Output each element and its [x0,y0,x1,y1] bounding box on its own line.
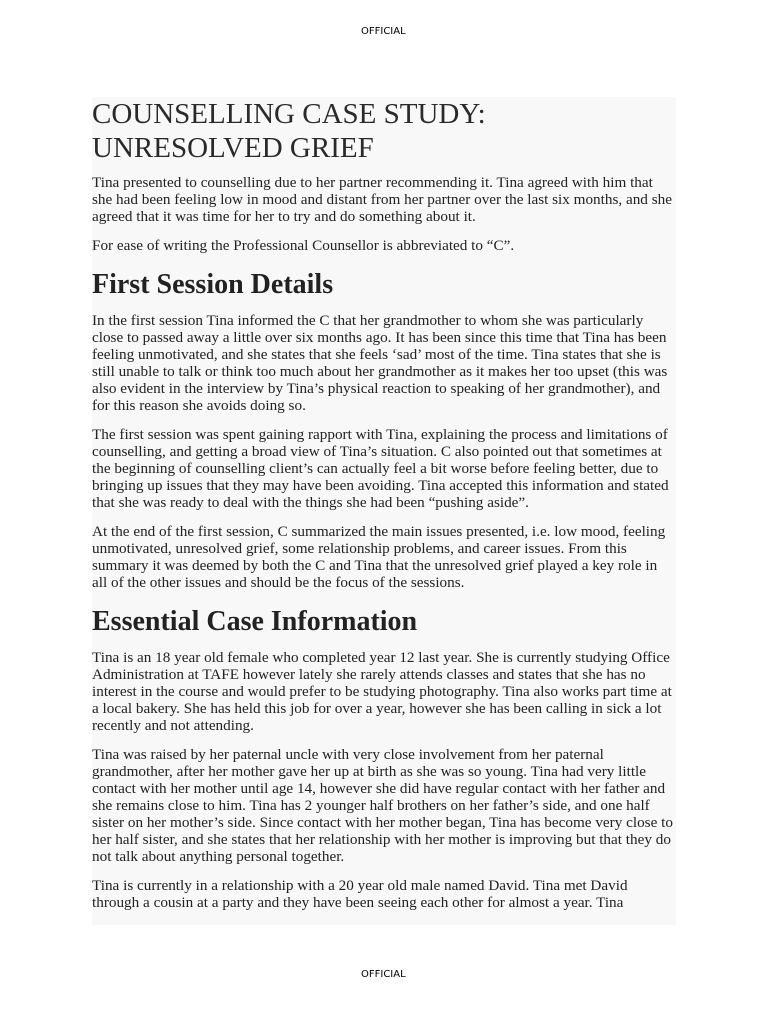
footer-classification-label: OFFICIAL [361,969,406,980]
intro-paragraph: Tina presented to counselling due to her partner recommending it. Tina agreed with him that she had been feeling low in mood and distant from her partner over the last six months, and she agreed that it was time for her to try and do something about it. [92,174,672,225]
section-heading-case-information: Essential Case Information [92,606,418,637]
intro-paragraph: For ease of writing the Professional Counsellor is abbreviated to “C”. [92,237,515,254]
body-paragraph: At the end of the first session, C summarized the main issues presented, i.e. low mood, feeling unmotivated, unresolved grief, some relationship problems, and career issues. From this summary it was deemed by both the C and Tina that the unresolved grief played a key role in all of the other issues and should be the focus of the sessions. [92,523,666,591]
document-page-content [92,97,676,925]
section-heading-first-session: First Session Details [92,269,334,300]
header-classification-label: OFFICIAL [361,26,406,37]
body-paragraph: In the first session Tina informed the C that her grandmother to whom she was particularly close to passed away a little over six months ago. It has been since this time that Tina has been feeling unmotivated, and she states that she feels ‘sad’ most of the time. Tina states that she is still unable to talk or think too much about her grandmother as it makes her too upset (this was also evident in the interview by Tina’s physical reaction to speaking of her grandmother), and for this reason she avoids doing so. [92,312,668,414]
body-paragraph: Tina is currently in a relationship with a 20 year old male named David. Tina met David through a cousin at a party and they have been seeing each other for almost a year. Tina [92,877,628,911]
body-paragraph: The first session was spent gaining rapport with Tina, explaining the process and limitations of counselling, and getting a broad view of Tina’s situation. C also pointed out that sometimes at the beginning of counselling client’s can actually feel a bit worse before feeling better, due to bringing up issues that they may have been avoiding. Tina accepted this information and stated that she was ready to deal with the things she had been “pushing aside”. [92,426,669,511]
body-paragraph: Tina is an 18 year old female who completed year 12 last year. She is currently studying Office Administration at TAFE however lately she rarely attends classes and states that she has no interest in the course and would prefer to be studying photography. Tina also works part time at a local bakery. She has held this job for over a year, however she has been calling in sick a lot recently and not attending. [92,649,672,734]
body-paragraph: Tina was raised by her paternal uncle with very close involvement from her paternal grandmother, after her mother gave her up at birth as she was so young. Tina had very little contact with her mother until age 14, however she did have regular contact with her father and she remains close to him. Tina has 2 younger half brothers on her father’s side, and one half sister on her mother’s side. Since contact with her mother began, Tina has become very close to her half sister, and she states that her relationship with her mother is improving but that they do not talk about anything personal together. [92,746,673,865]
document-title: COUNSELLING CASE STUDY: UNRESOLVED GRIEF [92,98,486,164]
